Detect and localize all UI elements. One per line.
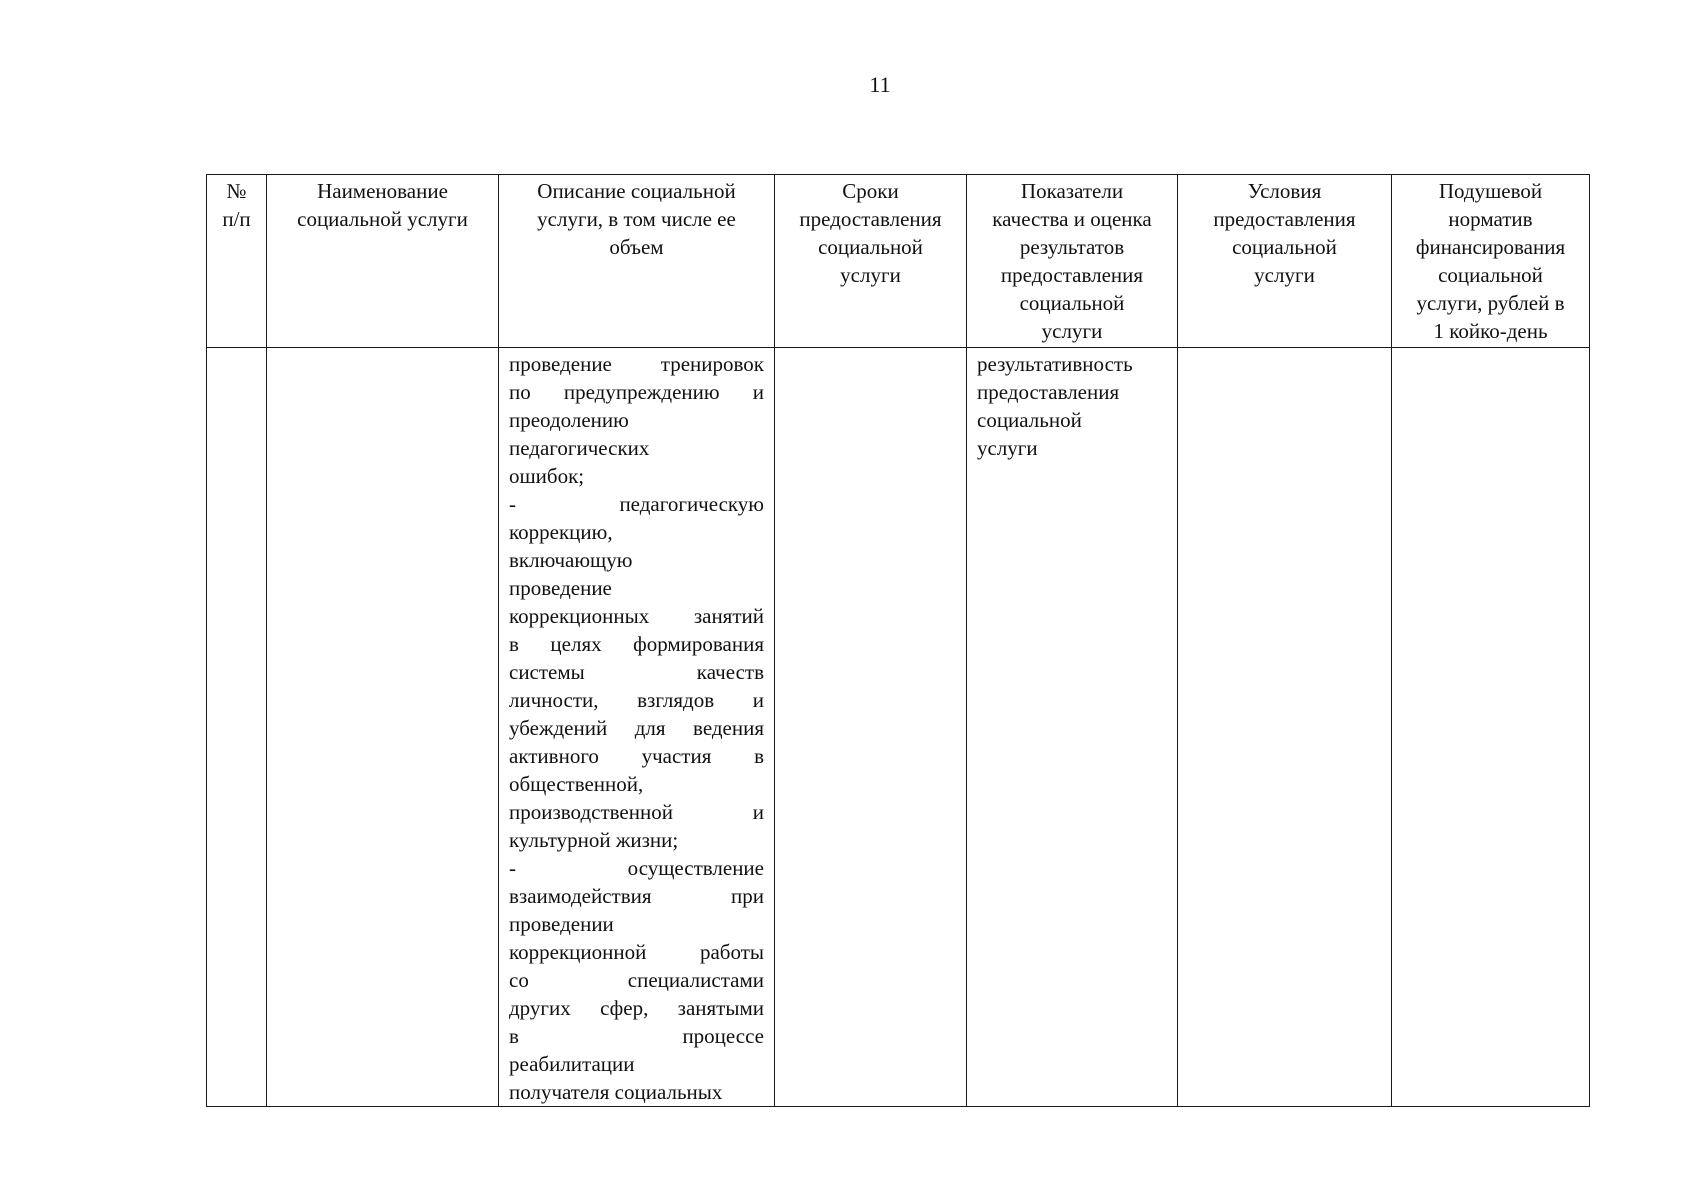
description-line: в целях формирования <box>509 632 764 656</box>
header-line: качества и оценка <box>992 207 1152 231</box>
description-line: взаимодействия при <box>509 884 764 908</box>
header-line: социальной <box>1232 235 1337 259</box>
header-line: № <box>226 179 247 203</box>
header-line: предоставления <box>799 207 942 231</box>
header-number <box>207 175 267 348</box>
header-line: Подушевой <box>1438 179 1543 203</box>
description-line: убеждений для ведения <box>509 716 764 740</box>
description-line: коррекционных занятий <box>509 604 764 628</box>
description-line: общественной, <box>509 772 644 796</box>
description-line: проведение <box>509 576 612 600</box>
cell-service-description <box>499 348 775 1107</box>
description-line: - осуществление <box>509 856 764 880</box>
description-line: производственной и <box>509 800 764 824</box>
header-line: предоставления <box>1213 207 1356 231</box>
header-line: услуги, рублей в <box>1416 291 1565 315</box>
quality-line: услуги <box>977 436 1038 460</box>
cell-service-name <box>267 348 499 1107</box>
description-line: получателя социальных <box>509 1080 723 1104</box>
cell-service-terms <box>775 348 967 1107</box>
description-line: по предупреждению и <box>509 380 764 404</box>
description-line: культурной жизни; <box>509 828 679 852</box>
header-line: Условия <box>1247 179 1322 203</box>
description-line: включающую <box>509 548 633 572</box>
header-line: социальной <box>818 235 923 259</box>
description-line: активного участия в <box>509 744 764 768</box>
header-line: п/п <box>222 207 251 231</box>
header-line: 1 койко-день <box>1433 319 1548 343</box>
header-funding-norm <box>1392 175 1590 348</box>
description-line: проведении <box>509 912 614 936</box>
description-line: коррекционной работы <box>509 940 764 964</box>
page-number: 11 <box>869 72 891 97</box>
header-line: Показатели <box>1020 179 1124 203</box>
header-line: услуги <box>1254 263 1315 287</box>
description-line: преодолению <box>509 408 629 432</box>
header-line: Описание социальной <box>537 179 736 203</box>
header-line: результатов <box>1019 235 1125 259</box>
cell-quality-indicators <box>967 348 1178 1107</box>
description-line: со специалистами <box>509 968 764 992</box>
quality-line: социальной <box>977 408 1082 432</box>
quality-line: предоставления <box>977 380 1120 404</box>
header-line: Наименование <box>317 179 448 203</box>
quality-text <box>977 350 1167 462</box>
header-line: социальной <box>1019 291 1125 315</box>
description-line: педагогических <box>509 436 650 460</box>
description-line: коррекцию, <box>509 520 613 544</box>
header-line: услуги <box>840 263 901 287</box>
header-line: услуги <box>1041 319 1103 343</box>
description-line: проведение тренировок <box>509 352 764 376</box>
table-header-row <box>207 175 1590 348</box>
description-line: реабилитации <box>509 1052 635 1076</box>
header-line: социальной <box>1438 263 1543 287</box>
header-service-description <box>499 175 775 348</box>
header-service-name <box>267 175 499 348</box>
description-line: системы качеств <box>509 660 764 684</box>
header-service-terms <box>775 175 967 348</box>
header-line: социальной услуги <box>297 207 468 231</box>
header-quality-indicators <box>967 175 1178 348</box>
description-text <box>509 350 764 1106</box>
description-line: в процессе <box>509 1024 764 1048</box>
social-services-table <box>206 174 1590 1107</box>
header-line: финансирования <box>1415 235 1566 259</box>
table-row <box>207 348 1590 1107</box>
description-line: ошибок; <box>509 464 585 488</box>
cell-funding-norm <box>1392 348 1590 1107</box>
header-line: предоставления <box>1000 263 1144 287</box>
header-line: услуги, в том числе ее <box>537 207 736 231</box>
description-line: - педагогическую <box>509 492 764 516</box>
description-line: других сфер, занятыми <box>509 996 764 1020</box>
cell-number <box>207 348 267 1107</box>
header-line: объем <box>609 235 664 259</box>
quality-line: результативность <box>977 352 1133 376</box>
cell-service-conditions <box>1178 348 1392 1107</box>
header-service-conditions <box>1178 175 1392 348</box>
header-line: норматив <box>1448 207 1533 231</box>
description-line: личности, взглядов и <box>509 688 764 712</box>
header-line: Сроки <box>842 179 899 203</box>
